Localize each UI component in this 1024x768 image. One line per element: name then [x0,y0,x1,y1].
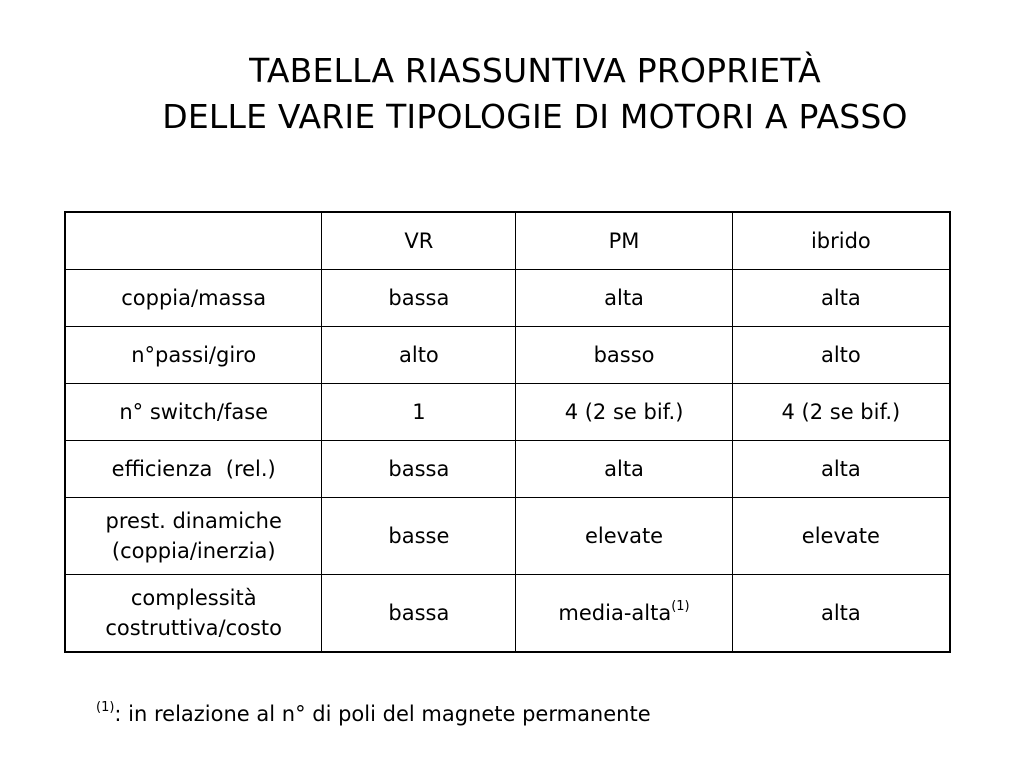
page-title [30,48,1024,140]
row-label [65,575,322,653]
header-pm: PM [516,212,732,270]
row-label: n° switch/fase [65,384,322,441]
row-label: n°passi/giro [65,327,322,384]
cell-vr: bassa [322,270,516,327]
row-label-line-2: (coppia/inerzia) [111,539,276,563]
header-empty-cell [65,212,322,270]
title-line-1: TABELLA RIASSUNTIVA PROPRIETÀ [249,51,821,90]
footnote-reference: (1) [671,599,690,614]
cell-vr: bassa [322,441,516,498]
cell-vr: bassa [322,575,516,653]
row-label: coppia/massa [65,270,322,327]
footnote-marker: (1) [96,700,115,715]
footnote [96,700,651,728]
cell-vr: basse [322,498,516,575]
cell-ibrido: alta [732,575,950,653]
row-label-line-2: costruttiva/costo [105,616,282,640]
row-label-line-1: prest. dinamiche [105,509,282,533]
cell-pm: alta [516,270,732,327]
cell-pm [516,575,732,653]
cell-ibrido: alta [732,270,950,327]
row-label [65,498,322,575]
table-row [65,270,950,327]
header-vr: VR [322,212,516,270]
table-row [65,384,950,441]
cell-ibrido: elevate [732,498,950,575]
header-ibrido: ibrido [732,212,950,270]
cell-vr: 1 [322,384,516,441]
cell-pm: 4 (2 se bif.) [516,384,732,441]
title-line-2: DELLE VARIE TIPOLOGIE DI MOTORI A PASSO [162,97,908,136]
cell-pm: alta [516,441,732,498]
footnote-text: : in relazione al n° di poli del magnete permanente [114,702,651,726]
cell-pm: basso [516,327,732,384]
cell-pm-value: media-alta [558,601,672,625]
row-label-line-1: complessità [130,586,257,610]
cell-ibrido: alto [732,327,950,384]
cell-ibrido: 4 (2 se bif.) [732,384,950,441]
row-label: efficienza (rel.) [65,441,322,498]
table-row [65,575,950,653]
table-row [65,498,950,575]
cell-pm: elevate [516,498,732,575]
table-row [65,327,950,384]
cell-ibrido: alta [732,441,950,498]
table-row [65,441,950,498]
cell-vr: alto [322,327,516,384]
properties-table [64,211,951,653]
table-header-row [65,212,950,270]
